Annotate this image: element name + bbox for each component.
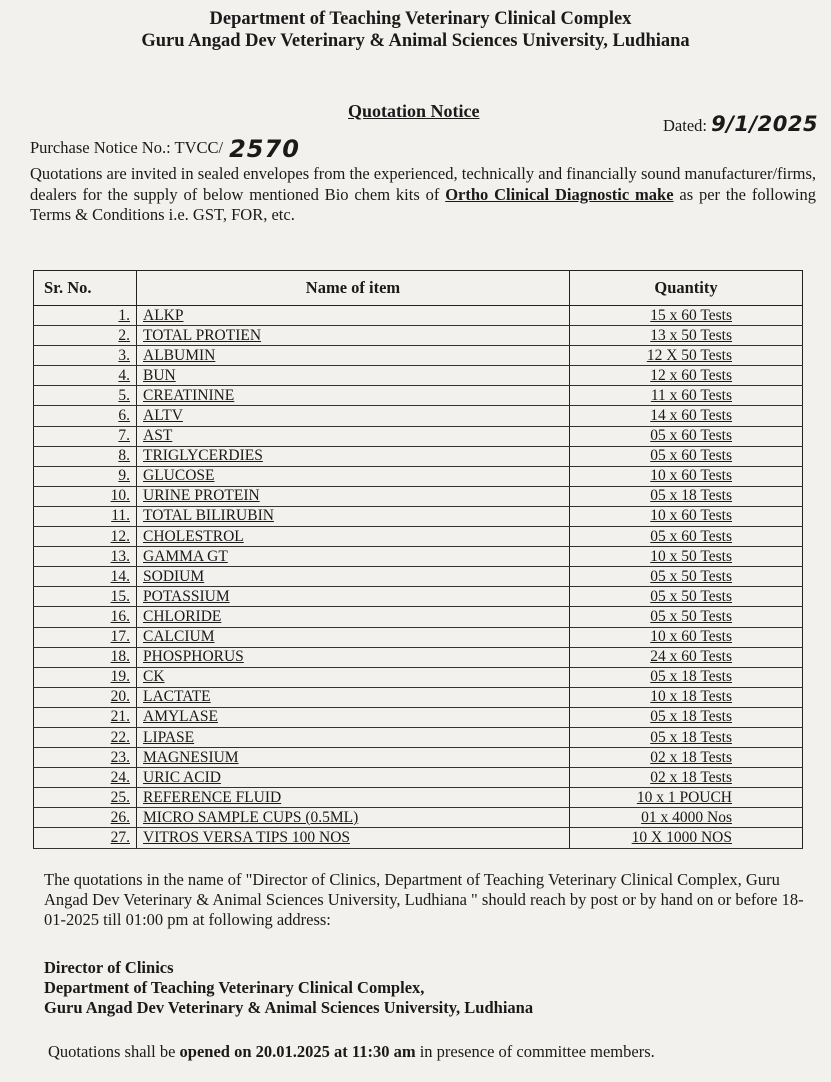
table-row — [34, 647, 803, 667]
row-sr-no: 9. — [34, 466, 137, 486]
row-item-name: LIPASE — [137, 727, 570, 747]
row-item-name: CK — [137, 667, 570, 687]
table-row — [34, 587, 803, 607]
row-sr-no: 2. — [34, 326, 137, 346]
row-sr-no: 24. — [34, 768, 137, 788]
row-item-name: ALTV — [137, 406, 570, 426]
row-sr-no: 20. — [34, 687, 137, 707]
row-sr-no: 5. — [34, 386, 137, 406]
row-quantity: 05 x 18 Tests — [570, 486, 803, 506]
row-quantity: 13 x 50 Tests — [570, 326, 803, 346]
department-name: Department of Teaching Veterinary Clinical Complex — [209, 9, 632, 29]
intro-text-before: Quotations are invited in sealed envelopes from the experienced, technically and financially sound manufacturer/firms, dealers for the supply of below mentioned Bio chem kits of — [30, 164, 816, 204]
items-table — [33, 270, 803, 849]
row-quantity: 01 x 4000 Nos — [570, 808, 803, 828]
row-sr-no: 17. — [34, 627, 137, 647]
table-row — [34, 707, 803, 727]
row-quantity: 02 x 18 Tests — [570, 768, 803, 788]
table-row — [34, 486, 803, 506]
row-item-name: CHOLESTROL — [137, 527, 570, 547]
row-sr-no: 3. — [34, 346, 137, 366]
table-row — [34, 306, 803, 326]
table-row — [34, 506, 803, 526]
row-sr-no: 13. — [34, 547, 137, 567]
row-sr-no: 12. — [34, 527, 137, 547]
row-sr-no: 4. — [34, 366, 137, 386]
table-row — [34, 788, 803, 808]
row-item-name: GLUCOSE — [137, 466, 570, 486]
address-line-1: Director of Clinics — [44, 958, 174, 977]
row-item-name: TOTAL BILIRUBIN — [137, 506, 570, 526]
row-sr-no: 27. — [34, 828, 137, 848]
document-header — [0, 8, 831, 52]
row-sr-no: 7. — [34, 426, 137, 446]
row-sr-no: 11. — [34, 506, 137, 526]
row-item-name: ALKP — [137, 306, 570, 326]
handwritten-date: 9/1/2025 — [711, 112, 819, 136]
row-quantity: 05 x 60 Tests — [570, 446, 803, 466]
row-sr-no: 8. — [34, 446, 137, 466]
row-sr-no: 21. — [34, 707, 137, 727]
intro-text-after: as per the following Terms & Conditions i.e. GST, FOR, etc. — [30, 184, 817, 224]
row-item-name: CREATININE — [137, 386, 570, 406]
table-row — [34, 426, 803, 446]
row-sr-no: 23. — [34, 748, 137, 768]
row-item-name: PHOSPHORUS — [137, 647, 570, 667]
table-row — [34, 567, 803, 587]
notice-title: Quotation Notice — [348, 101, 480, 121]
row-quantity: 10 X 1000 NOS — [570, 828, 803, 848]
purchase-notice-number — [30, 131, 300, 163]
row-quantity: 10 x 1 POUCH — [570, 788, 803, 808]
row-quantity: 05 x 60 Tests — [570, 527, 803, 547]
row-quantity: 10 x 60 Tests — [570, 466, 803, 486]
row-quantity: 10 x 50 Tests — [570, 547, 803, 567]
row-sr-no: 26. — [34, 808, 137, 828]
table-row — [34, 366, 803, 386]
row-sr-no: 16. — [34, 607, 137, 627]
row-quantity: 24 x 60 Tests — [570, 647, 803, 667]
submission-paragraph: The quotations in the name of "Director of Clinics, Department of Teaching Veterinary Clinical Complex, Guru Angad Dev Veterinary & Animal Sciences University, Ludhiana " should reach by post or by hand on or before 18-01-2025 till 01:00 pm at following address: — [44, 870, 804, 929]
purchase-notice-handwritten-number: 2570 — [229, 135, 300, 163]
row-quantity: 10 x 60 Tests — [570, 627, 803, 647]
header-item-name: Name of item — [137, 271, 570, 306]
row-item-name: CALCIUM — [137, 627, 570, 647]
row-sr-no: 25. — [34, 788, 137, 808]
table-row — [34, 808, 803, 828]
row-quantity: 05 x 18 Tests — [570, 727, 803, 747]
table-body — [34, 306, 803, 849]
row-item-name: GAMMA GT — [137, 547, 570, 567]
row-sr-no: 19. — [34, 667, 137, 687]
row-sr-no: 15. — [34, 587, 137, 607]
row-quantity: 05 x 60 Tests — [570, 426, 803, 446]
closing-text-before: Quotations shall be — [48, 1042, 180, 1061]
row-item-name: BUN — [137, 366, 570, 386]
row-item-name: AMYLASE — [137, 707, 570, 727]
table-row — [34, 466, 803, 486]
table-row — [34, 386, 803, 406]
row-item-name: TOTAL PROTIEN — [137, 326, 570, 346]
row-quantity: 05 x 18 Tests — [570, 667, 803, 687]
table-row — [34, 326, 803, 346]
table-row — [34, 446, 803, 466]
row-sr-no: 14. — [34, 567, 137, 587]
notice-date — [663, 112, 818, 136]
row-quantity: 05 x 50 Tests — [570, 567, 803, 587]
address-line-3: Guru Angad Dev Veterinary & Animal Sciences University, Ludhiana — [44, 998, 534, 1017]
row-quantity: 10 x 60 Tests — [570, 506, 803, 526]
row-quantity: 05 x 50 Tests — [570, 587, 803, 607]
university-name: Guru Angad Dev Veterinary & Animal Sciences University, Ludhiana — [141, 31, 690, 51]
intro-paragraph — [30, 164, 816, 226]
address-line-2: Department of Teaching Veterinary Clinical Complex, — [44, 978, 425, 997]
table-row — [34, 346, 803, 366]
closing-bold: opened on 20.01.2025 at 11:30 am — [179, 1042, 416, 1061]
row-quantity: 05 x 18 Tests — [570, 707, 803, 727]
table-row — [34, 667, 803, 687]
opening-statement — [48, 1042, 655, 1062]
footer-section — [44, 870, 820, 1018]
row-quantity: 15 x 60 Tests — [570, 306, 803, 326]
row-item-name: CHLORIDE — [137, 607, 570, 627]
table-row — [34, 527, 803, 547]
row-sr-no: 22. — [34, 727, 137, 747]
table-row — [34, 406, 803, 426]
row-item-name: URIC ACID — [137, 768, 570, 788]
header-quantity: Quantity — [570, 271, 803, 306]
row-item-name: TRIGLYCERDIES — [137, 446, 570, 466]
row-item-name: MAGNESIUM — [137, 748, 570, 768]
table-row — [34, 607, 803, 627]
row-quantity: 11 x 60 Tests — [570, 386, 803, 406]
table-row — [34, 687, 803, 707]
row-item-name: REFERENCE FLUID — [137, 788, 570, 808]
row-quantity: 14 x 60 Tests — [570, 406, 803, 426]
row-quantity: 12 X 50 Tests — [570, 346, 803, 366]
row-item-name: SODIUM — [137, 567, 570, 587]
row-item-name: LACTATE — [137, 687, 570, 707]
row-item-name: VITROS VERSA TIPS 100 NOS — [137, 828, 570, 848]
row-sr-no: 10. — [34, 486, 137, 506]
row-quantity: 02 x 18 Tests — [570, 748, 803, 768]
table-row — [34, 748, 803, 768]
table-header-row — [34, 271, 803, 306]
dated-label: Dated: — [663, 116, 707, 135]
header-sr-no: Sr. No. — [34, 271, 137, 306]
row-sr-no: 1. — [34, 306, 137, 326]
table-row — [34, 727, 803, 747]
table-row — [34, 828, 803, 848]
row-item-name: POTASSIUM — [137, 587, 570, 607]
table-row — [34, 768, 803, 788]
intro-make: Ortho Clinical Diagnostic make — [445, 184, 674, 204]
table-row — [34, 547, 803, 567]
row-sr-no: 18. — [34, 647, 137, 667]
table-row — [34, 627, 803, 647]
purchase-notice-label: Purchase Notice No.: TVCC/ — [30, 138, 224, 157]
row-item-name: MICRO SAMPLE CUPS (0.5ML) — [137, 808, 570, 828]
row-quantity: 05 x 50 Tests — [570, 607, 803, 627]
address-block — [44, 958, 820, 1018]
row-item-name: ALBUMIN — [137, 346, 570, 366]
row-quantity: 10 x 18 Tests — [570, 687, 803, 707]
row-item-name: AST — [137, 426, 570, 446]
row-item-name: URINE PROTEIN — [137, 486, 570, 506]
row-quantity: 12 x 60 Tests — [570, 366, 803, 386]
row-sr-no: 6. — [34, 406, 137, 426]
closing-text-after: in presence of committee members. — [415, 1042, 655, 1061]
